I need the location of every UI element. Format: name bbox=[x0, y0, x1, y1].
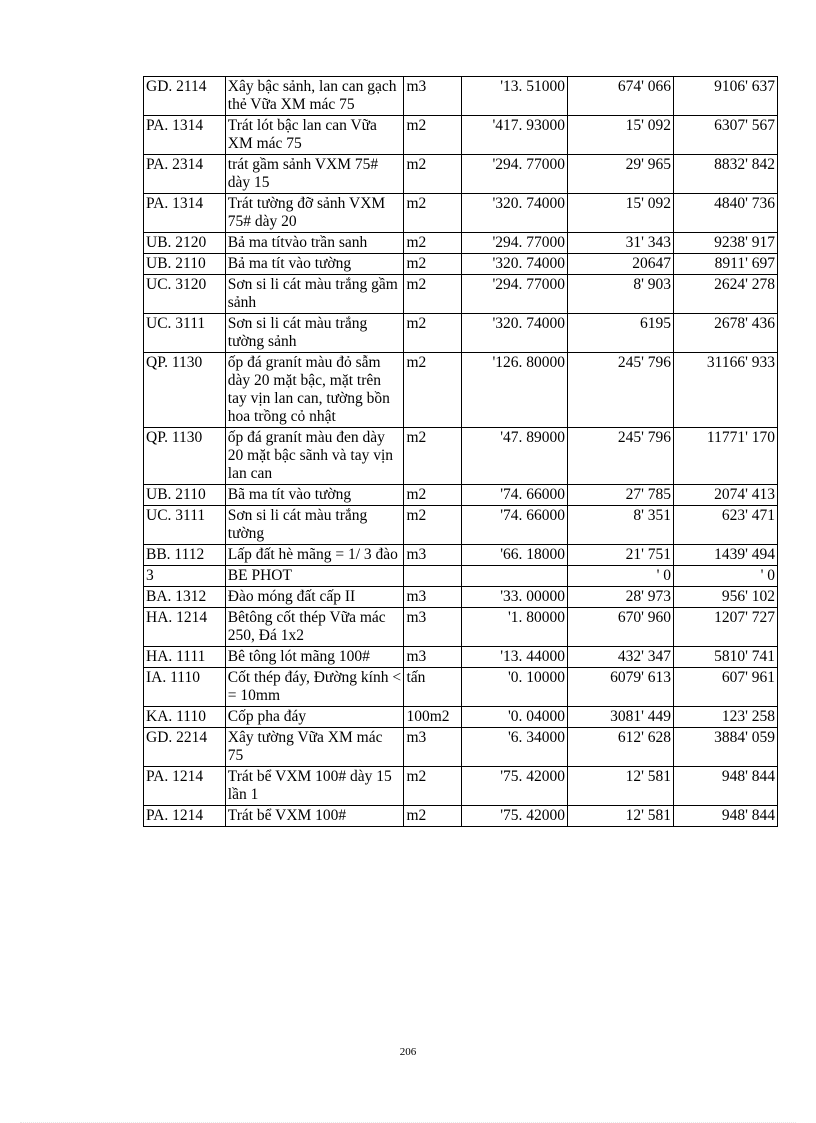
work-code-cell: UC. 3120 bbox=[144, 275, 226, 314]
unit-cell bbox=[404, 566, 462, 587]
quantity-cell: '6. 34000 bbox=[461, 728, 567, 767]
description-cell: Bả ma tít vào tường bbox=[225, 254, 404, 275]
work-code-cell: PA. 2314 bbox=[144, 155, 226, 194]
unit-cell: m2 bbox=[404, 506, 462, 545]
total-cell: 9106' 637 bbox=[673, 77, 777, 116]
quantity-cell: '47. 89000 bbox=[461, 428, 567, 485]
unit-cell: m3 bbox=[404, 77, 462, 116]
work-code-cell: 3 bbox=[144, 566, 226, 587]
total-cell: 31166' 933 bbox=[673, 353, 777, 428]
table-row bbox=[144, 155, 778, 194]
total-cell: ' 0 bbox=[673, 566, 777, 587]
total-cell: 4840' 736 bbox=[673, 194, 777, 233]
unit-cell: m3 bbox=[404, 545, 462, 566]
work-code-cell: HA. 1111 bbox=[144, 647, 226, 668]
table-row bbox=[144, 233, 778, 254]
total-cell: 2624' 278 bbox=[673, 275, 777, 314]
table-row bbox=[144, 485, 778, 506]
description-cell: Xây bậc sảnh, lan can gạch thẻ Vữa XM mác 75 bbox=[225, 77, 404, 116]
table-row bbox=[144, 566, 778, 587]
table-row bbox=[144, 647, 778, 668]
table-row bbox=[144, 707, 778, 728]
unit-price-cell: ' 0 bbox=[567, 566, 673, 587]
unit-cell: m3 bbox=[404, 587, 462, 608]
unit-price-cell: 245' 796 bbox=[567, 428, 673, 485]
unit-cell: m3 bbox=[404, 728, 462, 767]
description-cell: ốp đá granít màu đỏ sẫm dày 20 mặt bậc, mặt trên tay vịn lan can, tường bồn hoa trồng cỏ nhật bbox=[225, 353, 404, 428]
total-cell: 6307' 567 bbox=[673, 116, 777, 155]
total-cell: 607' 961 bbox=[673, 668, 777, 707]
work-code-cell: IA. 1110 bbox=[144, 668, 226, 707]
description-cell: Xây tường Vữa XM mác 75 bbox=[225, 728, 404, 767]
description-cell: Trát tường đỡ sảnh VXM 75# dày 20 bbox=[225, 194, 404, 233]
work-code-cell: UB. 2120 bbox=[144, 233, 226, 254]
unit-cell: m2 bbox=[404, 275, 462, 314]
work-code-cell: QP. 1130 bbox=[144, 353, 226, 428]
page-number: 206 bbox=[399, 1046, 417, 1058]
total-cell: 8911' 697 bbox=[673, 254, 777, 275]
work-code-cell: UB. 2110 bbox=[144, 485, 226, 506]
work-code-cell: BA. 1312 bbox=[144, 587, 226, 608]
table-row bbox=[144, 506, 778, 545]
work-code-cell: PA. 1214 bbox=[144, 806, 226, 827]
work-code-cell: PA. 1314 bbox=[144, 194, 226, 233]
description-cell: Trát bể VXM 100# dày 15 lần 1 bbox=[225, 767, 404, 806]
total-cell: 956' 102 bbox=[673, 587, 777, 608]
unit-cell: m2 bbox=[404, 233, 462, 254]
description-cell: trát gầm sảnh VXM 75# dày 15 bbox=[225, 155, 404, 194]
work-code-cell: UC. 3111 bbox=[144, 314, 226, 353]
cost-estimate-table bbox=[143, 76, 778, 827]
total-cell: 11771' 170 bbox=[673, 428, 777, 485]
total-cell: 8832' 842 bbox=[673, 155, 777, 194]
quantity-cell: '13. 51000 bbox=[461, 77, 567, 116]
unit-price-cell: 15' 092 bbox=[567, 194, 673, 233]
unit-price-cell: 674' 066 bbox=[567, 77, 673, 116]
unit-price-cell: 15' 092 bbox=[567, 116, 673, 155]
description-cell: Đào móng đất cấp II bbox=[225, 587, 404, 608]
total-cell: 123' 258 bbox=[673, 707, 777, 728]
unit-cell: m2 bbox=[404, 767, 462, 806]
table-body bbox=[144, 77, 778, 827]
unit-cell: 100m2 bbox=[404, 707, 462, 728]
table-row bbox=[144, 767, 778, 806]
table-row bbox=[144, 806, 778, 827]
unit-price-cell: 28' 973 bbox=[567, 587, 673, 608]
table-row bbox=[144, 254, 778, 275]
work-code-cell: GD. 2214 bbox=[144, 728, 226, 767]
description-cell: Lấp đất hè mãng = 1/ 3 đào bbox=[225, 545, 404, 566]
unit-price-cell: 670' 960 bbox=[567, 608, 673, 647]
table-row bbox=[144, 608, 778, 647]
work-code-cell: HA. 1214 bbox=[144, 608, 226, 647]
unit-price-cell: 6195 bbox=[567, 314, 673, 353]
description-cell: Bêtông cốt thép Vữa mác 250, Đá 1x2 bbox=[225, 608, 404, 647]
unit-price-cell: 21' 751 bbox=[567, 545, 673, 566]
table-row bbox=[144, 275, 778, 314]
work-code-cell: UB. 2110 bbox=[144, 254, 226, 275]
unit-cell: m2 bbox=[404, 116, 462, 155]
unit-cell: tấn bbox=[404, 668, 462, 707]
total-cell: 948' 844 bbox=[673, 767, 777, 806]
quantity-cell: '126. 80000 bbox=[461, 353, 567, 428]
work-code-cell: QP. 1130 bbox=[144, 428, 226, 485]
description-cell: Sơn si li cát màu trắng gầm sảnh bbox=[225, 275, 404, 314]
description-cell: Cốp pha đáy bbox=[225, 707, 404, 728]
unit-price-cell: 20647 bbox=[567, 254, 673, 275]
description-cell: Bả ma títvào trần sanh bbox=[225, 233, 404, 254]
quantity-cell: '417. 93000 bbox=[461, 116, 567, 155]
unit-cell: m2 bbox=[404, 806, 462, 827]
total-cell: 9238' 917 bbox=[673, 233, 777, 254]
quantity-cell: '1. 80000 bbox=[461, 608, 567, 647]
description-cell: Sơn si li cát màu trắng tường bbox=[225, 506, 404, 545]
total-cell: 623' 471 bbox=[673, 506, 777, 545]
work-code-cell: GD. 2114 bbox=[144, 77, 226, 116]
table-row bbox=[144, 545, 778, 566]
unit-cell: m2 bbox=[404, 314, 462, 353]
table-row bbox=[144, 116, 778, 155]
total-cell: 948' 844 bbox=[673, 806, 777, 827]
table-row bbox=[144, 668, 778, 707]
work-code-cell: BB. 1112 bbox=[144, 545, 226, 566]
unit-cell: m2 bbox=[404, 485, 462, 506]
quantity-cell: '294. 77000 bbox=[461, 275, 567, 314]
description-cell: Cốt thép đáy, Đường kính < = 10mm bbox=[225, 668, 404, 707]
total-cell: 1207' 727 bbox=[673, 608, 777, 647]
table-row bbox=[144, 194, 778, 233]
unit-price-cell: 432' 347 bbox=[567, 647, 673, 668]
unit-cell: m2 bbox=[404, 428, 462, 485]
unit-price-cell: 612' 628 bbox=[567, 728, 673, 767]
unit-cell: m2 bbox=[404, 194, 462, 233]
unit-price-cell: 31' 343 bbox=[567, 233, 673, 254]
work-code-cell: UC. 3111 bbox=[144, 506, 226, 545]
table-row bbox=[144, 353, 778, 428]
quantity-cell: '0. 04000 bbox=[461, 707, 567, 728]
total-cell: 2678' 436 bbox=[673, 314, 777, 353]
quantity-cell: '320. 74000 bbox=[461, 194, 567, 233]
quantity-cell: '75. 42000 bbox=[461, 806, 567, 827]
quantity-cell: '74. 66000 bbox=[461, 485, 567, 506]
unit-cell: m2 bbox=[404, 353, 462, 428]
table-row bbox=[144, 728, 778, 767]
unit-cell: m2 bbox=[404, 155, 462, 194]
quantity-cell bbox=[461, 566, 567, 587]
unit-cell: m3 bbox=[404, 608, 462, 647]
description-cell: Trát lót bậc lan can Vữa XM mác 75 bbox=[225, 116, 404, 155]
quantity-cell: '320. 74000 bbox=[461, 314, 567, 353]
description-cell: Bã ma tít vào tường bbox=[225, 485, 404, 506]
description-cell: Bê tông lót mãng 100# bbox=[225, 647, 404, 668]
unit-price-cell: 27' 785 bbox=[567, 485, 673, 506]
total-cell: 5810' 741 bbox=[673, 647, 777, 668]
unit-cell: m3 bbox=[404, 647, 462, 668]
table-row bbox=[144, 428, 778, 485]
table-row bbox=[144, 314, 778, 353]
unit-price-cell: 29' 965 bbox=[567, 155, 673, 194]
quantity-cell: '75. 42000 bbox=[461, 767, 567, 806]
table-row bbox=[144, 587, 778, 608]
quantity-cell: '33. 00000 bbox=[461, 587, 567, 608]
unit-price-cell: 3081' 449 bbox=[567, 707, 673, 728]
unit-price-cell: 6079' 613 bbox=[567, 668, 673, 707]
unit-price-cell: 12' 581 bbox=[567, 767, 673, 806]
description-cell: Trát bể VXM 100# bbox=[225, 806, 404, 827]
description-cell: BE PHOT bbox=[225, 566, 404, 587]
quantity-cell: '66. 18000 bbox=[461, 545, 567, 566]
description-cell: Sơn si li cát màu trắng tường sảnh bbox=[225, 314, 404, 353]
quantity-cell: '13. 44000 bbox=[461, 647, 567, 668]
table-row bbox=[144, 77, 778, 116]
description-cell: ốp đá granít màu đen dày 20 mặt bậc sãnh và tay vịn lan can bbox=[225, 428, 404, 485]
quantity-cell: '0. 10000 bbox=[461, 668, 567, 707]
unit-price-cell: 245' 796 bbox=[567, 353, 673, 428]
unit-cell: m2 bbox=[404, 254, 462, 275]
total-cell: 3884' 059 bbox=[673, 728, 777, 767]
quantity-cell: '320. 74000 bbox=[461, 254, 567, 275]
quantity-cell: '294. 77000 bbox=[461, 233, 567, 254]
total-cell: 2074' 413 bbox=[673, 485, 777, 506]
work-code-cell: PA. 1314 bbox=[144, 116, 226, 155]
unit-price-cell: 8' 903 bbox=[567, 275, 673, 314]
unit-price-cell: 8' 351 bbox=[567, 506, 673, 545]
quantity-cell: '74. 66000 bbox=[461, 506, 567, 545]
work-code-cell: KA. 1110 bbox=[144, 707, 226, 728]
work-code-cell: PA. 1214 bbox=[144, 767, 226, 806]
unit-price-cell: 12' 581 bbox=[567, 806, 673, 827]
quantity-cell: '294. 77000 bbox=[461, 155, 567, 194]
total-cell: 1439' 494 bbox=[673, 545, 777, 566]
